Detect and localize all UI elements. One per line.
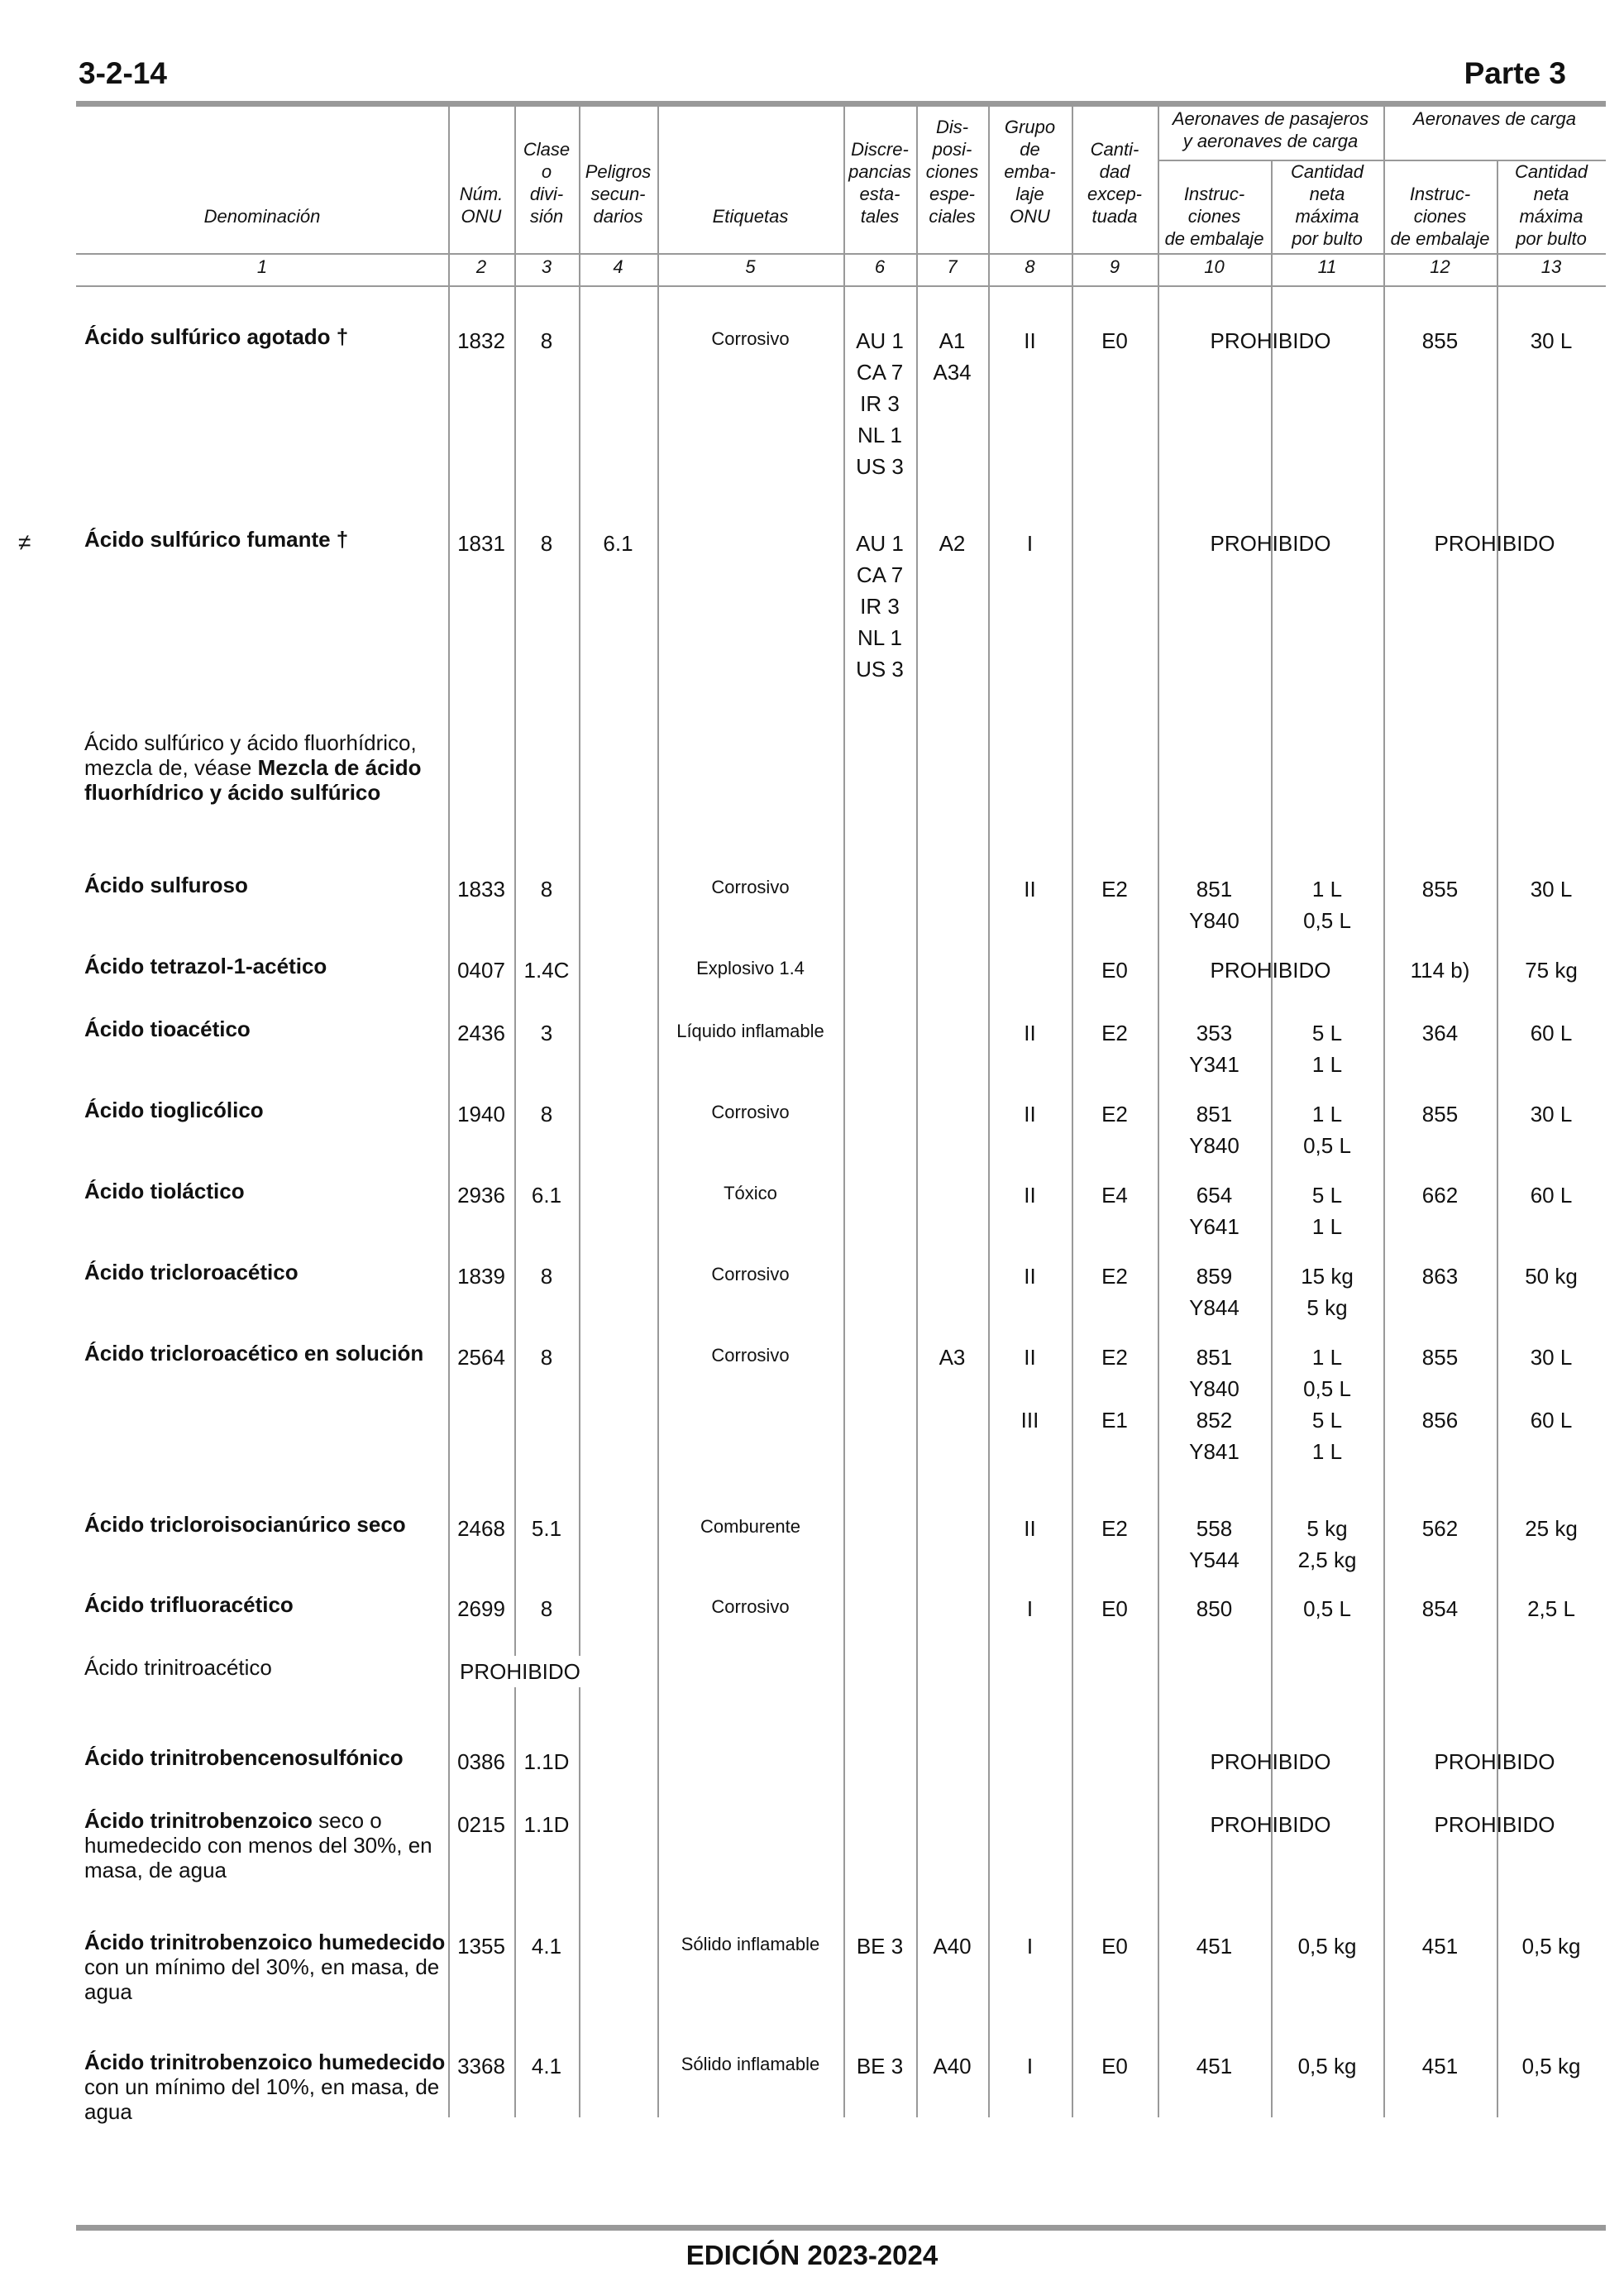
row-un: 1839 bbox=[457, 1264, 505, 1289]
col-number: 8 bbox=[1025, 256, 1035, 277]
row-cargo-forbidden: PROHIBIDO bbox=[1434, 1812, 1555, 1837]
row-cargo-pi: 855 bbox=[1421, 877, 1459, 902]
row-name: Ácido tricloroacético bbox=[84, 1260, 299, 1284]
row-cargo-pi: 451 bbox=[1421, 1934, 1459, 1959]
row-cargo-qty: 0,5 kg bbox=[1521, 1934, 1581, 1959]
row-special: A40 bbox=[933, 1934, 972, 1959]
row-label: Sólido inflamable bbox=[681, 2054, 820, 2074]
row-cargo-pi: 863 bbox=[1421, 1264, 1459, 1289]
row-un: 0407 bbox=[457, 958, 505, 983]
row-label: Corrosivo bbox=[711, 328, 790, 349]
row-cargo-qty: 60 L bbox=[1530, 1183, 1573, 1208]
col-number: 4 bbox=[613, 256, 623, 277]
col-number: 10 bbox=[1204, 256, 1225, 277]
row-name: Ácido tetrazol-1-acético bbox=[84, 954, 327, 978]
row-cargo-pi: 855 bbox=[1421, 1102, 1459, 1126]
row-pg: II bbox=[1024, 328, 1036, 353]
row-cargo-qty: 0,5 kg bbox=[1521, 2054, 1581, 2078]
row-un: 1833 bbox=[457, 877, 505, 902]
row-pax-pi: 850 bbox=[1196, 1596, 1233, 1621]
row-name: Ácido trinitroacético bbox=[84, 1655, 272, 1680]
row-un: 0386 bbox=[457, 1749, 505, 1774]
row-un: 2468 bbox=[457, 1516, 505, 1541]
row-pax-pi: 851 Y840 852 Y841 bbox=[1189, 1345, 1239, 1464]
row-pax-qty: 1 L 0,5 L bbox=[1303, 877, 1351, 933]
row-name: Ácido sulfúrico y ácido fluorhídrico, mezcla de, véase Mezcla de ácido fluorhídrico y ácido sulfúrico bbox=[84, 730, 422, 805]
col-number: 3 bbox=[541, 256, 552, 277]
row-variations: BE 3 bbox=[856, 1934, 904, 1959]
row-eq: E0 bbox=[1101, 328, 1128, 353]
row-eq: E0 bbox=[1101, 958, 1128, 983]
row-pax-pi: 859 Y844 bbox=[1189, 1264, 1239, 1320]
row-un: 2564 bbox=[457, 1345, 505, 1370]
header-labels: Etiquetas bbox=[712, 206, 789, 227]
row-class: 3 bbox=[540, 1021, 553, 1045]
row-special: A1 A34 bbox=[933, 328, 972, 385]
row-pax-forbidden: PROHIBIDO bbox=[1210, 958, 1331, 983]
row-pg: II III bbox=[1020, 1345, 1039, 1433]
part-title: Parte 3 bbox=[1464, 56, 1566, 90]
row-eq: E2 bbox=[1101, 1516, 1128, 1541]
row-pax-qty: 0,5 L bbox=[1303, 1596, 1351, 1621]
row-un: 1832 bbox=[457, 328, 505, 353]
row-cargo-forbidden: PROHIBIDO bbox=[1434, 531, 1555, 556]
row-cargo-pi: 854 bbox=[1421, 1596, 1459, 1621]
row-un: 2436 bbox=[457, 1021, 505, 1045]
row-pg: I bbox=[1026, 1934, 1034, 1959]
col-number: 5 bbox=[745, 256, 756, 277]
col-number: 6 bbox=[874, 256, 886, 277]
row-pax-qty: 5 kg 2,5 kg bbox=[1297, 1516, 1357, 1572]
row-cargo-qty: 30 L bbox=[1530, 877, 1573, 902]
row-pax-forbidden: PROHIBIDO bbox=[1210, 328, 1331, 353]
row-forbidden: PROHIBIDO bbox=[460, 1656, 580, 1687]
row-class: 8 bbox=[540, 1596, 553, 1621]
row-special: A40 bbox=[933, 2054, 972, 2078]
row-name: Ácido sulfuroso bbox=[84, 873, 248, 897]
row-name: Ácido trinitrobencenosulfónico bbox=[84, 1745, 404, 1770]
row-name: Ácido sulfúrico fumante † bbox=[84, 527, 349, 552]
row-label: Corrosivo bbox=[711, 1102, 790, 1122]
row-pax-forbidden: PROHIBIDO bbox=[1210, 1749, 1331, 1774]
row-eq: E0 bbox=[1101, 1596, 1128, 1621]
row-eq: E2 bbox=[1101, 877, 1128, 902]
row-eq: E0 bbox=[1101, 1934, 1128, 1959]
row-name: Ácido tioacético bbox=[84, 1016, 251, 1041]
row-pg: I bbox=[1026, 531, 1034, 556]
header-un-number: Núm. ONU bbox=[459, 184, 504, 227]
row-label: Líquido inflamable bbox=[676, 1021, 824, 1041]
row-name: Ácido trinitrobenzoico humedecido con un mínimo del 30%, en masa, de agua bbox=[84, 1930, 446, 2004]
row-pg: II bbox=[1024, 1183, 1036, 1208]
header-cargo-quantity: Cantidad neta máxima por bulto bbox=[1514, 161, 1588, 249]
row-pax-pi: 451 bbox=[1196, 1934, 1233, 1959]
row-class: 1.4C bbox=[523, 958, 570, 983]
row-label: Tóxico bbox=[724, 1183, 777, 1203]
header-secondary-hazards: Peligros secun- darios bbox=[585, 161, 652, 227]
row-pax-qty: 1 L 0,5 L bbox=[1303, 1102, 1351, 1158]
col-number: 12 bbox=[1430, 256, 1450, 277]
header-state-variations: Discre- pancias esta- tales bbox=[848, 139, 911, 227]
row-name: Ácido tioláctico bbox=[84, 1179, 245, 1203]
row-label: Corrosivo bbox=[711, 877, 790, 897]
row-class: 4.1 bbox=[531, 1934, 562, 1959]
row-pax-forbidden: PROHIBIDO bbox=[1210, 1812, 1331, 1837]
row-variations: AU 1 CA 7 IR 3 NL 1 US 3 bbox=[856, 328, 904, 479]
col-number: 7 bbox=[947, 256, 958, 277]
row-name: Ácido sulfúrico agotado † bbox=[84, 324, 349, 349]
row-class: 1.1D bbox=[523, 1812, 570, 1837]
row-pg: II bbox=[1024, 1264, 1036, 1289]
row-label: Explosivo 1.4 bbox=[696, 958, 805, 978]
row-pg: I bbox=[1026, 2054, 1034, 2078]
row-name: Ácido trifluoracético bbox=[84, 1592, 294, 1617]
row-class: 6.1 bbox=[531, 1183, 562, 1208]
row-pax-pi: 851 Y840 bbox=[1189, 1102, 1239, 1158]
header-class: Clase o divi- sión bbox=[523, 139, 571, 227]
row-label: Corrosivo bbox=[711, 1345, 790, 1366]
row-special: A2 bbox=[939, 531, 966, 556]
row-cargo-pi: 855 856 bbox=[1421, 1345, 1459, 1433]
row-class: 4.1 bbox=[531, 2054, 562, 2078]
row-name: Ácido tioglicólico bbox=[84, 1098, 264, 1122]
row-un: 0215 bbox=[457, 1812, 505, 1837]
row-cargo-qty: 60 L bbox=[1530, 1021, 1573, 1045]
row-cargo-pi: 855 bbox=[1421, 328, 1459, 353]
row-cargo-qty: 75 kg bbox=[1525, 958, 1578, 983]
row-pax-pi: 558 Y544 bbox=[1189, 1516, 1239, 1572]
row-pax-pi: 353 Y341 bbox=[1189, 1021, 1239, 1077]
row-class: 8 bbox=[540, 877, 553, 902]
row-cargo-pi: 451 bbox=[1421, 2054, 1459, 2078]
row-pax-pi: 654 Y641 bbox=[1189, 1183, 1239, 1239]
col-number: 13 bbox=[1540, 256, 1562, 277]
row-eq: E4 bbox=[1101, 1183, 1128, 1208]
section-number: 3-2-14 bbox=[79, 56, 167, 90]
row-pg: II bbox=[1024, 1021, 1036, 1045]
row-name: Ácido tricloroisocianúrico seco bbox=[84, 1512, 406, 1537]
col-number: 2 bbox=[475, 256, 487, 277]
row-un: 2936 bbox=[457, 1183, 505, 1208]
row-un: 3368 bbox=[457, 2054, 505, 2078]
row-special: A3 bbox=[939, 1345, 966, 1370]
header-passenger-aircraft: Aeronaves de pasajeros y aeronaves de carga bbox=[1172, 108, 1369, 151]
header-cargo-instructions: Instruc- ciones de embalaje bbox=[1390, 184, 1490, 249]
row-un: 1831 bbox=[457, 531, 505, 556]
row-eq: E0 bbox=[1101, 2054, 1128, 2078]
row-variations: AU 1 CA 7 IR 3 NL 1 US 3 bbox=[856, 531, 904, 682]
row-cargo-pi: 364 bbox=[1421, 1021, 1459, 1045]
row-cargo-pi: 662 bbox=[1421, 1183, 1459, 1208]
row-pax-qty: 0,5 kg bbox=[1297, 2054, 1357, 2078]
header-denominacion: Denominación bbox=[203, 206, 321, 227]
change-mark: ≠ bbox=[18, 529, 31, 555]
header-packing-group: Grupo de emba- laje ONU bbox=[1004, 117, 1056, 227]
row-name: Ácido trinitrobenzoico seco o humedecido con menos del 30%, en masa, de agua bbox=[84, 1808, 432, 1882]
row-secondary: 6.1 bbox=[603, 531, 633, 556]
row-eq: E2 bbox=[1101, 1264, 1128, 1289]
row-label: Sólido inflamable bbox=[681, 1934, 820, 1954]
row-un: 1940 bbox=[457, 1102, 505, 1126]
row-cargo-forbidden: PROHIBIDO bbox=[1434, 1749, 1555, 1774]
row-pax-qty: 5 L 1 L bbox=[1311, 1183, 1343, 1239]
row-pg: II bbox=[1024, 877, 1036, 902]
row-un: 2699 bbox=[457, 1596, 505, 1621]
row-label: Comburente bbox=[700, 1516, 801, 1537]
row-pax-pi: 451 bbox=[1196, 2054, 1233, 2078]
bottom-rule bbox=[76, 2225, 1606, 2231]
header-pax-instructions: Instruc- ciones de embalaje bbox=[1164, 184, 1264, 249]
row-un: 1355 bbox=[457, 1934, 505, 1959]
row-cargo-pi: 562 bbox=[1421, 1516, 1459, 1541]
col-number: 9 bbox=[1109, 256, 1120, 277]
header-excepted-quantity: Canti- dad excep- tuada bbox=[1087, 139, 1143, 227]
row-label: Corrosivo bbox=[711, 1596, 790, 1617]
row-pax-qty: 1 L 0,5 L 5 L 1 L bbox=[1303, 1345, 1351, 1464]
row-class: 8 bbox=[540, 328, 553, 353]
row-label: Corrosivo bbox=[711, 1264, 790, 1284]
row-class: 5.1 bbox=[531, 1516, 562, 1541]
row-pax-qty: 15 kg 5 kg bbox=[1301, 1264, 1354, 1320]
row-eq: E2 bbox=[1101, 1021, 1128, 1045]
row-cargo-qty: 30 L bbox=[1530, 328, 1573, 353]
row-cargo-qty: 30 L bbox=[1530, 1102, 1573, 1126]
row-pax-forbidden: PROHIBIDO bbox=[1210, 531, 1331, 556]
row-variations: BE 3 bbox=[856, 2054, 904, 2078]
row-pg: I bbox=[1026, 1596, 1034, 1621]
row-pax-qty: 5 L 1 L bbox=[1311, 1021, 1343, 1077]
row-eq: E2 bbox=[1101, 1102, 1128, 1126]
row-class: 8 bbox=[540, 1345, 553, 1370]
row-pg: II bbox=[1024, 1102, 1036, 1126]
row-name: Ácido trinitrobenzoico humedecido con un mínimo del 10%, en masa, de agua bbox=[84, 2050, 446, 2124]
row-name: Ácido tricloroacético en solución bbox=[84, 1341, 424, 1366]
header-cargo-aircraft: Aeronaves de carga bbox=[1413, 108, 1576, 129]
row-pax-pi: 851 Y840 bbox=[1189, 877, 1239, 933]
row-class: 8 bbox=[540, 1102, 553, 1126]
row-class: 1.1D bbox=[523, 1749, 570, 1774]
row-pg: II bbox=[1024, 1516, 1036, 1541]
row-class: 8 bbox=[540, 531, 553, 556]
row-cargo-qty: 30 L 60 L bbox=[1530, 1345, 1573, 1433]
header-pax-quantity: Cantidad neta máxima por bulto bbox=[1290, 161, 1364, 249]
top-rule bbox=[76, 101, 1606, 107]
row-cargo-qty: 2,5 L bbox=[1527, 1596, 1575, 1621]
row-cargo-pi: 114 b) bbox=[1410, 958, 1470, 983]
row-cargo-qty: 50 kg bbox=[1525, 1264, 1578, 1289]
row-class: 8 bbox=[540, 1264, 553, 1289]
row-eq: E2 E1 bbox=[1101, 1345, 1128, 1433]
row-cargo-qty: 25 kg bbox=[1525, 1516, 1578, 1541]
header-special-provisions: Dis- posi- ciones espe- ciales bbox=[925, 117, 979, 227]
col-number: 11 bbox=[1317, 256, 1337, 277]
edition-footer: EDICIÓN 2023-2024 bbox=[685, 2240, 939, 2270]
row-pax-qty: 0,5 kg bbox=[1297, 1934, 1357, 1959]
col-number: 1 bbox=[256, 256, 268, 277]
